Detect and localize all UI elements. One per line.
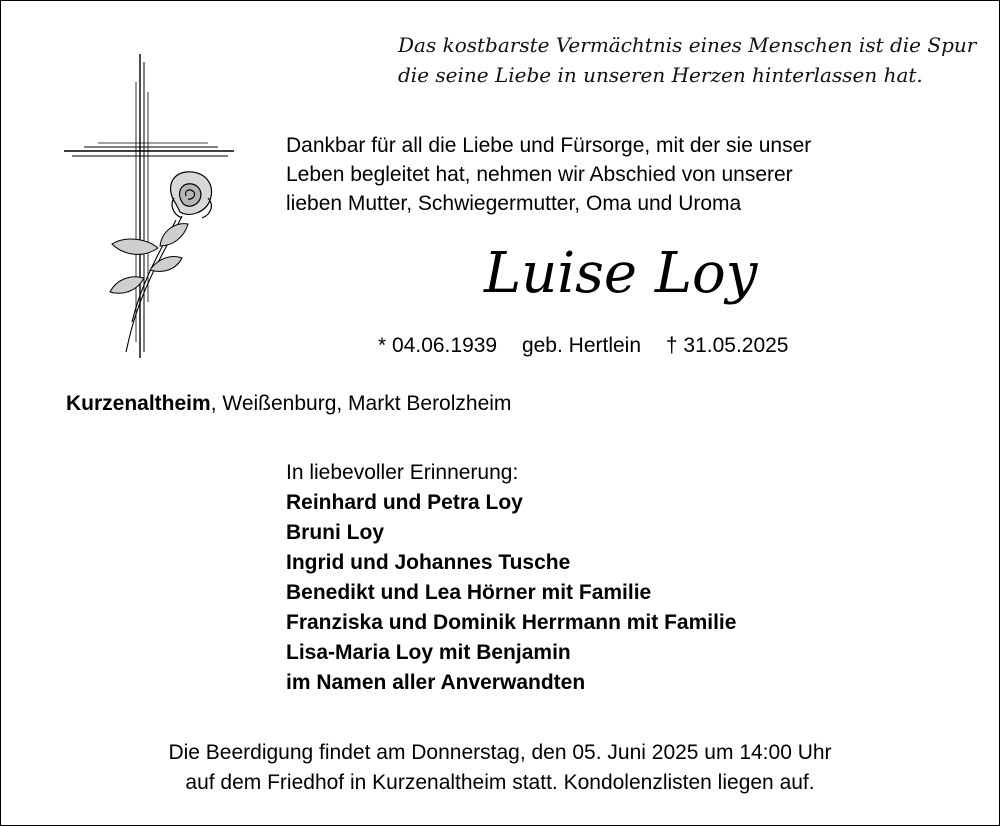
birth-date: * 04.06.1939 [378,334,498,357]
other-locations: , Weißenburg, Markt Berolzheim [210,392,512,415]
quote-line-1: Das kostbarste Vermächtnis eines Menschen ist die Spur [398,33,977,57]
mourners-lead: In liebevoller Erinnerung: [286,461,519,484]
mourner-name: im Namen aller Anverwandten [286,671,586,694]
maiden-name: geb. Hertlein [521,334,642,357]
funeral-line-1: Die Beerdigung findet am Donnerstag, den 05. Juni 2025 um 14:00 Uhr [168,741,832,764]
deceased-name: Luise Loy [484,241,758,306]
mourner-name: Lisa-Maria Loy mit Benjamin [286,641,571,664]
mourner-name: Bruni Loy [286,521,384,544]
locations [66,390,511,418]
death-date: † 31.05.2025 [665,334,789,357]
intro-line-2: Leben begleitet hat, nehmen wir Abschied von unserer [286,163,793,186]
cross-with-rose-icon [58,52,238,362]
main-location: Kurzenaltheim [66,392,211,415]
funeral-line-2: auf dem Friedhof in Kurzenaltheim statt. Kondolenzlisten liegen auf. [185,771,815,794]
mourners-list [286,458,966,698]
mourner-name: Franziska und Dominik Herrmann mit Familie [286,611,737,634]
intro-line-1: Dankbar für all die Liebe und Fürsorge, mit der sie unser [286,134,812,157]
memorial-quote [398,30,978,90]
quote-line-2: die seine Liebe in unseren Herzen hinterlassen hat. [398,63,923,87]
life-dates [378,332,789,360]
intro-line-3: lieben Mutter, Schwiegermutter, Oma und Uroma [286,192,742,215]
mourner-name: Ingrid und Johannes Tusche [286,551,571,574]
funeral-info [0,738,1000,798]
intro-text [286,131,966,218]
mourner-name: Benedikt und Lea Hörner mit Familie [286,581,652,604]
mourner-name: Reinhard und Petra Loy [286,491,523,514]
